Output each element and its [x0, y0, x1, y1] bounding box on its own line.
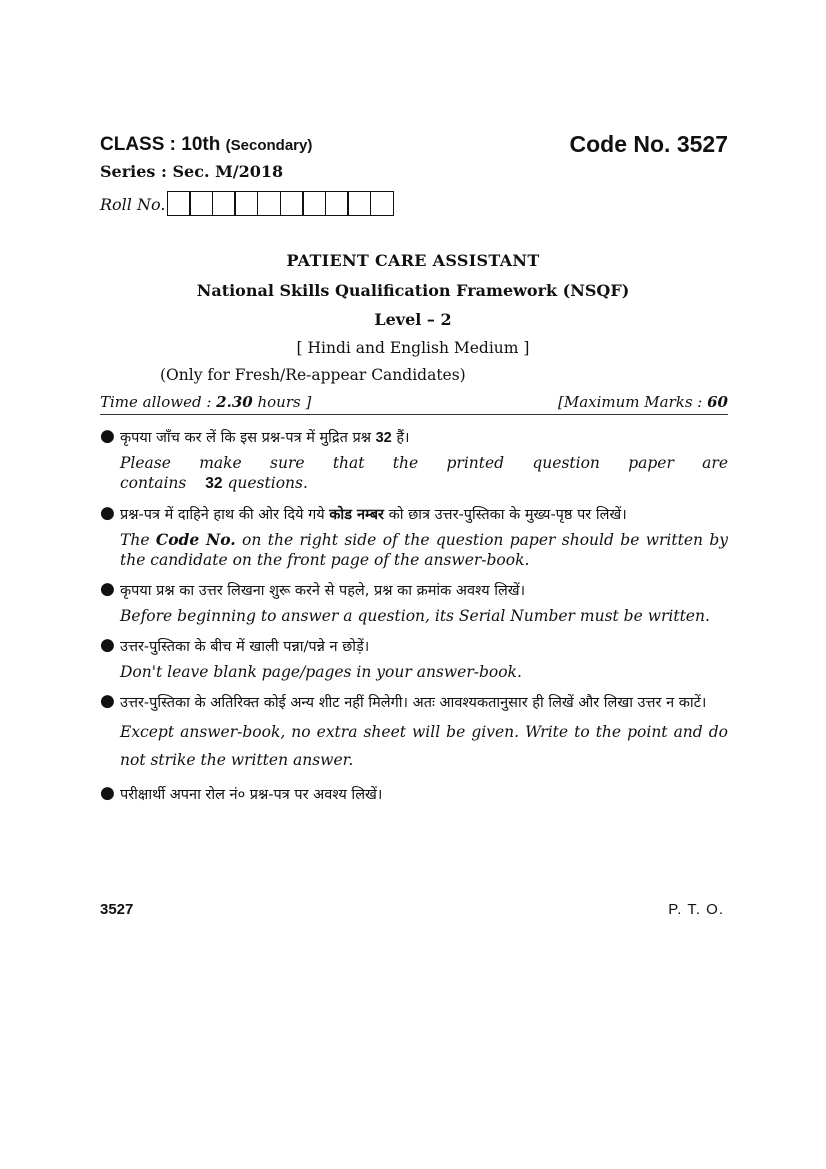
- bullet-icon: ●: [100, 635, 115, 655]
- pto-label: P. T. O.: [668, 901, 724, 918]
- instruction-hindi: [120, 425, 728, 451]
- roll-number-label: Roll No.: [100, 195, 166, 214]
- english-text: Please make sure that the printed question paper are contains: [120, 454, 728, 492]
- hindi-text: कृपया जाँच कर लें कि इस प्रश्न-पत्र में मुद्रित प्रश्न: [120, 430, 376, 446]
- time-unit: hours ]: [252, 393, 312, 411]
- instruction-english: Before beginning to answer a question, its Serial Number must be written.: [120, 607, 710, 625]
- instruction-english: [120, 530, 728, 570]
- instruction-hindi: [120, 502, 728, 528]
- time-label: Time allowed :: [100, 393, 217, 411]
- instruction-hindi: कृपया प्रश्न का उत्तर लिखना शुरू करने से पहले, प्रश्न का क्रमांक अवश्य लिखें।: [120, 583, 526, 599]
- instructions-list: [100, 425, 728, 816]
- instruction-item: [100, 425, 728, 494]
- instruction-item: [100, 578, 728, 626]
- level-label: Level – 2: [374, 310, 452, 329]
- framework-title: National Skills Qualification Framework (NSQF): [196, 281, 630, 300]
- english-bold: Code No.: [155, 530, 236, 549]
- bullet-icon: ●: [100, 691, 115, 711]
- hindi-text: हैं।: [391, 430, 410, 446]
- roll-number-box[interactable]: [212, 191, 236, 216]
- medium-label: [ Hindi and English Medium ]: [296, 339, 530, 357]
- hindi-number: 32: [375, 430, 392, 446]
- bullet-icon: ●: [100, 579, 115, 599]
- instruction-hindi: उत्तर-पुस्तिका के बीच में खाली पन्ना/पन्ने न छोड़ें।: [120, 639, 370, 655]
- english-number: 32: [205, 475, 223, 492]
- instruction-hindi: परीक्षार्थी अपना रोल नं० प्रश्न-पत्र पर अवश्य लिखें।: [120, 787, 383, 803]
- english-text: The: [120, 531, 156, 549]
- bullet-icon: ●: [100, 426, 115, 446]
- roll-number-boxes[interactable]: [168, 191, 394, 216]
- roll-number-box[interactable]: [167, 191, 191, 216]
- time-marks-row: [100, 393, 728, 411]
- instruction-english: [120, 453, 728, 494]
- roll-number-box[interactable]: [370, 191, 394, 216]
- hindi-text: को छात्र उत्तर-पुस्तिका के मुख्य-पृष्ठ पर लिखें।: [383, 507, 627, 523]
- roll-number-box[interactable]: [347, 191, 371, 216]
- class-text: CLASS : 10th: [100, 134, 221, 155]
- code-number: Code No. 3527: [569, 131, 728, 157]
- candidates-note: (Only for Fresh/Re-appear Candidates): [160, 366, 466, 384]
- english-text: on the right side of the question paper should be written by the candidate on the front page of the answer-book.: [120, 531, 729, 569]
- instruction-item: [100, 690, 728, 774]
- time-allowed: [100, 393, 311, 411]
- maximum-marks: [558, 393, 728, 411]
- instruction-item: [100, 502, 728, 570]
- roll-number-box[interactable]: [302, 191, 326, 216]
- time-value: 2.30: [216, 393, 253, 411]
- instruction-english: Don't leave blank page/pages in your answer-book.: [120, 663, 522, 681]
- marks-label: [Maximum Marks :: [557, 393, 708, 411]
- instruction-item: [100, 782, 728, 808]
- divider: [100, 414, 728, 415]
- marks-value: 60: [707, 393, 728, 411]
- english-text: questions.: [222, 474, 308, 492]
- instruction-english: Except answer-book, no extra sheet will be given. Write to the point and do not strike the written answer.: [120, 723, 728, 769]
- class-label: [100, 134, 312, 156]
- footer-code: 3527: [100, 901, 134, 918]
- roll-number-box[interactable]: [280, 191, 304, 216]
- series-label: Series : Sec. M/2018: [100, 162, 284, 181]
- class-subtext: (Secondary): [225, 137, 313, 154]
- roll-number-box[interactable]: [257, 191, 281, 216]
- instruction-hindi: उत्तर-पुस्तिका के अतिरिक्त कोई अन्य शीट नहीं मिलेगी। अतः आवश्यकतानुसार ही लिखें और लिखा उत्तर न काटें।: [120, 695, 707, 711]
- roll-number-box[interactable]: [325, 191, 349, 216]
- hindi-bold: कोड नम्बर: [329, 507, 384, 523]
- instruction-item: [100, 634, 728, 682]
- bullet-icon: ●: [100, 783, 115, 803]
- bullet-icon: ●: [100, 503, 115, 523]
- roll-number-box[interactable]: [234, 191, 258, 216]
- roll-number-box[interactable]: [189, 191, 213, 216]
- subject-title: PATIENT CARE ASSISTANT: [286, 251, 540, 270]
- hindi-text: प्रश्न-पत्र में दाहिने हाथ की ओर दिये गये: [120, 507, 330, 523]
